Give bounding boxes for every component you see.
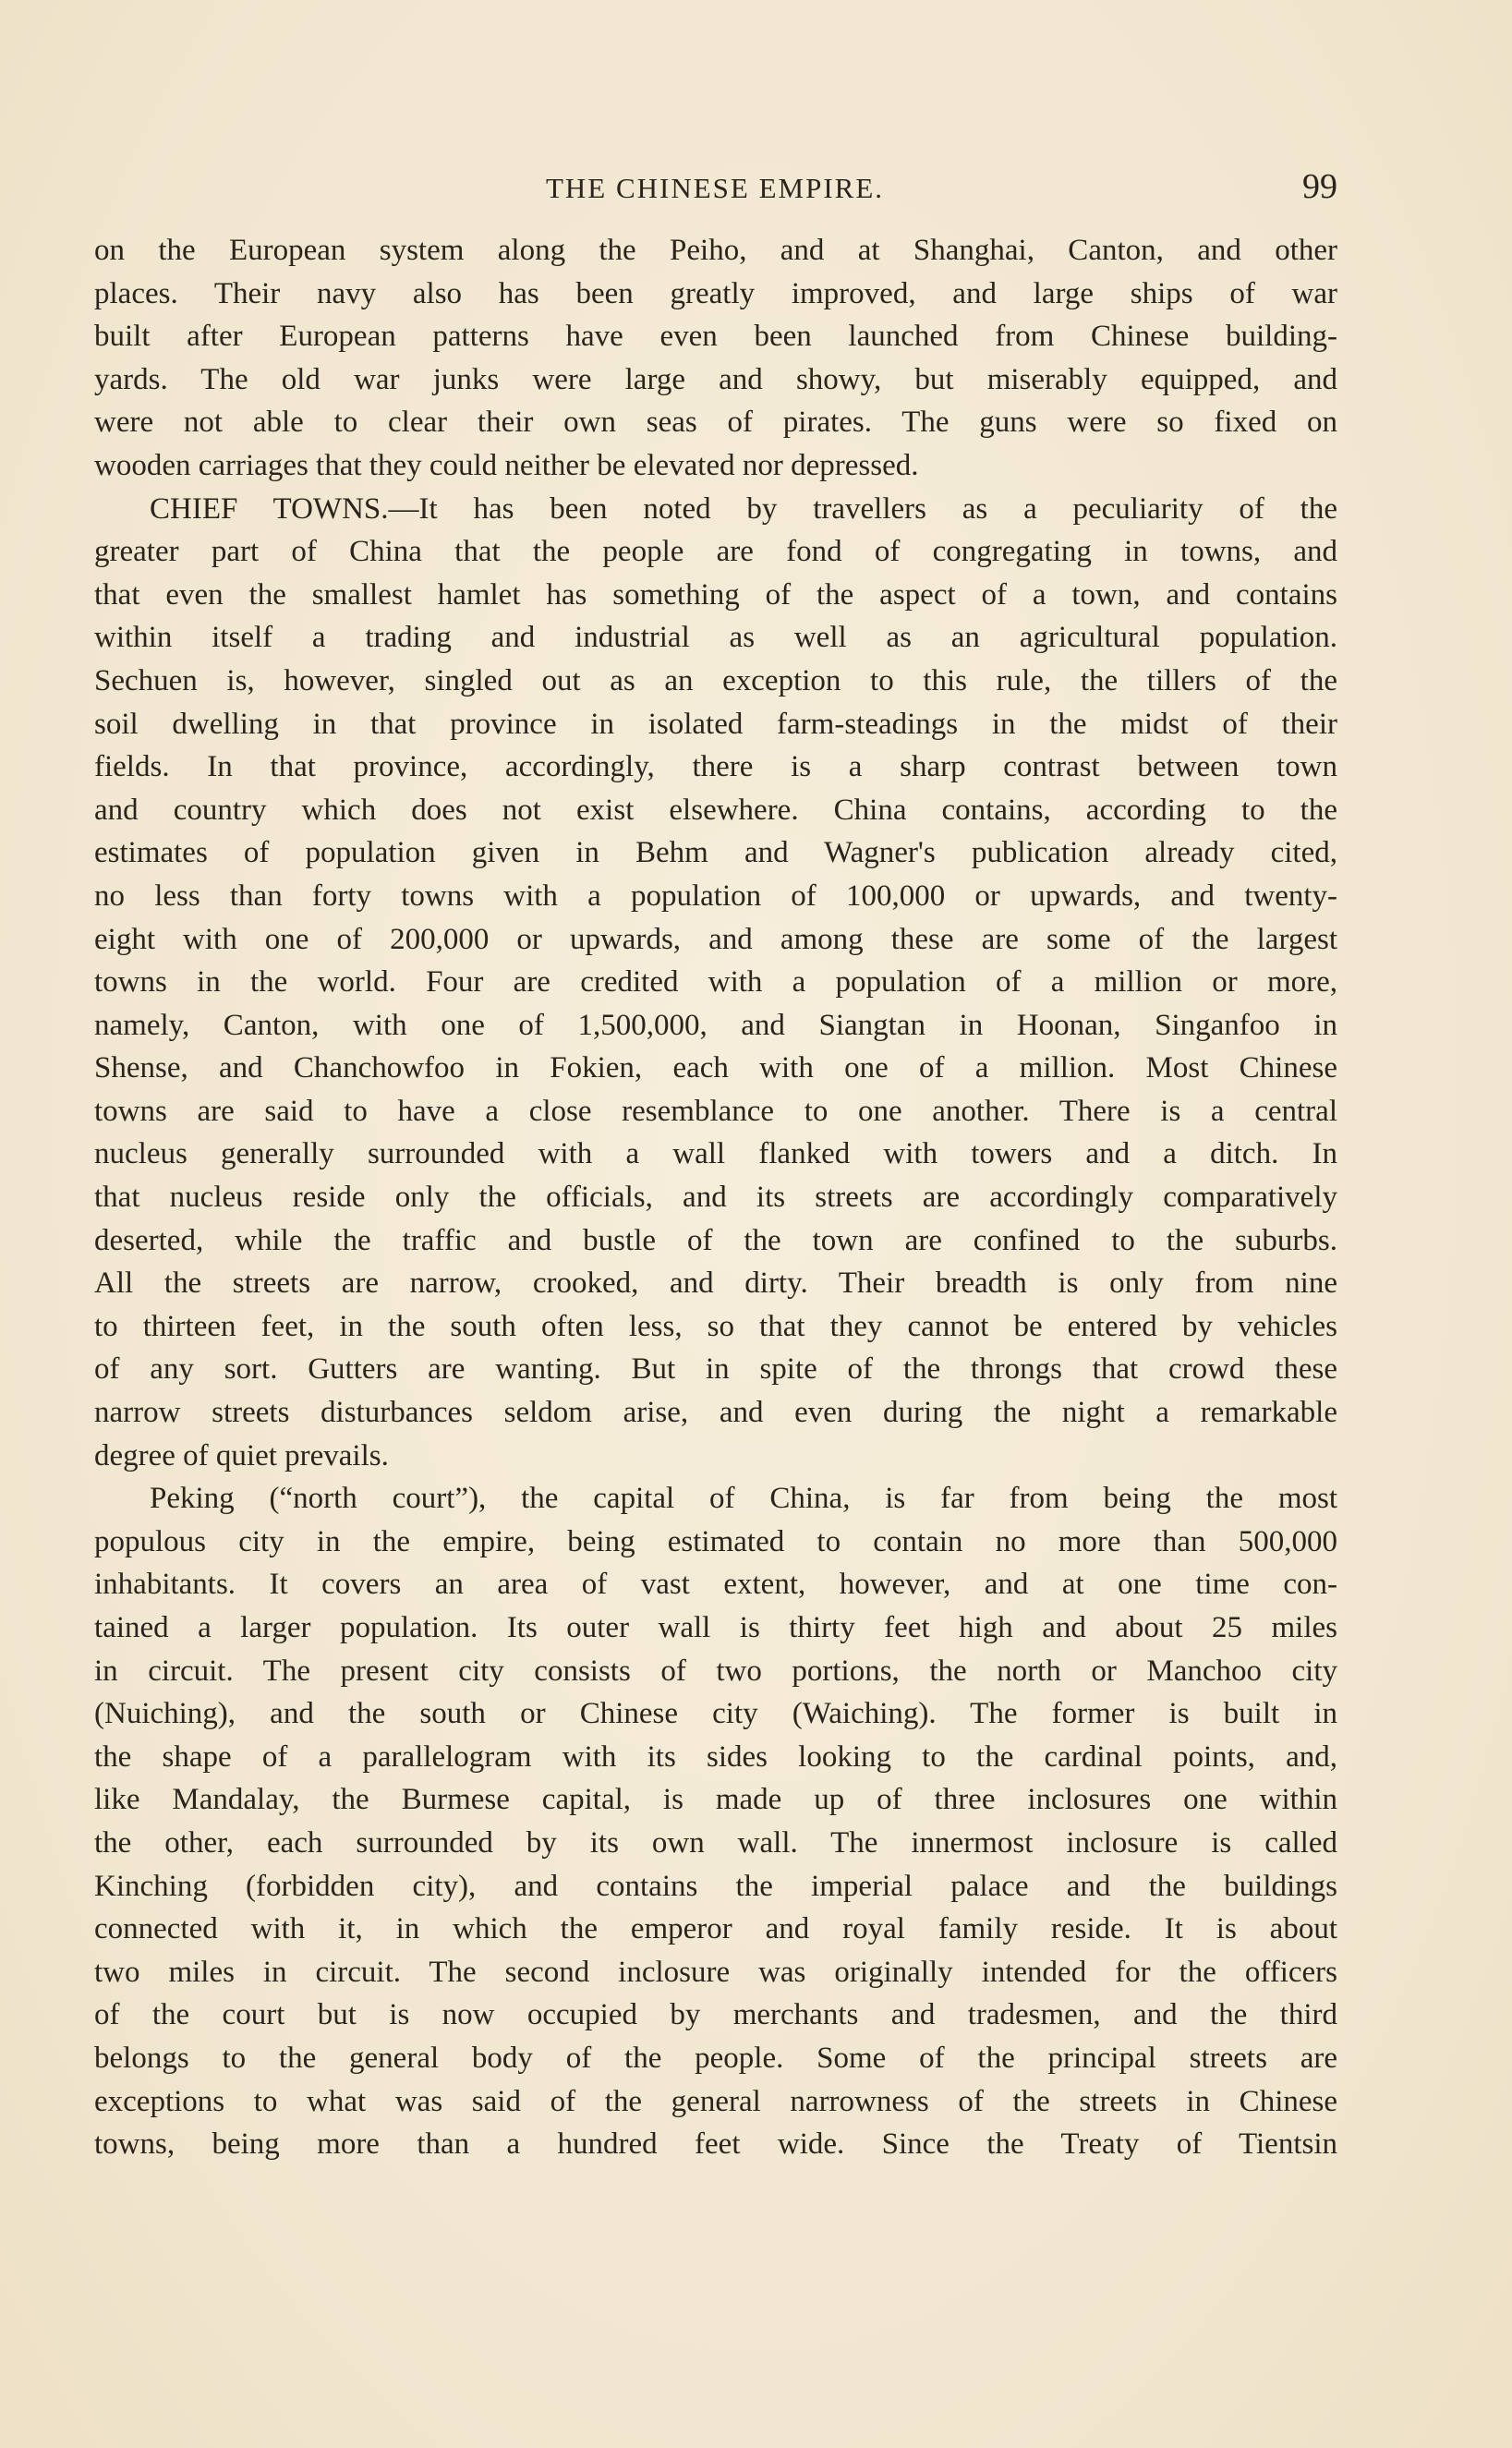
text-line: Peking (“north court”), the capital of China, is far from being the most xyxy=(150,1482,1337,1516)
text-line: tained a larger population. Its outer wall is thirty feet high and about 25 miles xyxy=(94,1611,1337,1644)
text-line: connected with it, in which the emperor and royal family reside. It is about xyxy=(94,1912,1337,1946)
text-line: soil dwelling in that province in isolated farm-steadings in the midst of their xyxy=(94,707,1337,741)
running-head xyxy=(92,166,1337,212)
text-line: yards. The old war junks were large and showy, but miserably equipped, and xyxy=(94,362,1337,396)
text-line: wooden carriages that they could neither be elevated nor depressed. xyxy=(94,448,919,482)
text-line: no less than forty towns with a population of 100,000 or upwards, and twenty- xyxy=(94,879,1337,913)
text-line: built after European patterns have even been launched from Chinese building- xyxy=(94,320,1337,354)
text-line: inhabitants. It covers an area of vast extent, however, and at one time con- xyxy=(94,1568,1337,1602)
text-line: of the court but is now occupied by merchants and tradesmen, and the third xyxy=(94,1998,1337,2032)
text-line: CHIEF TOWNS.—It has been noted by travellers as a peculiarity of the xyxy=(150,491,1337,526)
text-line: exceptions to what was said of the general narrowness of the streets in Chinese xyxy=(94,2084,1337,2118)
text-line: to thirteen feet, in the south often less, so that they cannot be entered by vehicles xyxy=(94,1309,1337,1343)
text-line: towns, being more than a hundred feet wide. Since the Treaty of Tientsin xyxy=(94,2127,1337,2162)
text-line: two miles in circuit. The second inclosure was originally intended for the officers xyxy=(94,1955,1337,1989)
text-line: like Mandalay, the Burmese capital, is made up of three inclosures one within xyxy=(94,1783,1337,1817)
text-line: that even the smallest hamlet has something of the aspect of a town, and contains xyxy=(94,577,1337,612)
text-line: belongs to the general body of the people. Some of the principal streets are xyxy=(94,2041,1337,2075)
text-line: in circuit. The present city consists of two portions, the north or Manchoo city xyxy=(94,1654,1337,1688)
text-line: All the streets are narrow, crooked, and dirty. Their breadth is only from nine xyxy=(94,1266,1337,1301)
text-line: Sechuen is, however, singled out as an exception to this rule, the tillers of the xyxy=(94,663,1337,697)
text-line: estimates of population given in Behm and Wagner's publication already cited, xyxy=(94,836,1337,870)
text-line: degree of quiet prevails. xyxy=(94,1438,389,1472)
text-line: populous city in the empire, being estimated to contain no more than 500,000 xyxy=(94,1524,1337,1558)
text-line: places. Their navy also has been greatly improved, and large ships of war xyxy=(94,276,1337,310)
text-line: were not able to clear their own seas of pirates. The guns were so fixed on xyxy=(94,406,1337,440)
body-text xyxy=(94,229,1337,2166)
text-line: namely, Canton, with one of 1,500,000, and Siangtan in Hoonan, Singanfoo in xyxy=(94,1008,1337,1042)
running-title: THE CHINESE EMPIRE. xyxy=(545,172,885,204)
text-line: eight with one of 200,000 or upwards, and among these are some of the largest xyxy=(94,922,1337,956)
text-line: of any sort. Gutters are wanting. But in spite of the throngs that crowd these xyxy=(94,1352,1337,1387)
text-line: (Nuiching), and the south or Chinese city (Waiching). The former is built in xyxy=(94,1697,1337,1731)
text-line: on the European system along the Peiho, and at Shanghai, Canton, and other xyxy=(94,234,1337,267)
text-line: fields. In that province, accordingly, there is a sharp contrast between town xyxy=(94,750,1337,784)
text-line: narrow streets disturbances seldom arise, and even during the night a remarkable xyxy=(94,1396,1337,1430)
text-line: within itself a trading and industrial as well as an agricultural population. xyxy=(94,621,1337,655)
text-line: nucleus generally surrounded with a wall flanked with towers and a ditch. In xyxy=(94,1137,1337,1171)
text-line: Shense, and Chanchowfoo in Fokien, each with one of a million. Most Chinese xyxy=(94,1051,1337,1085)
text-line: and country which does not exist elsewhere. China contains, according to the xyxy=(94,793,1337,827)
text-line: Kinching (forbidden city), and contains the imperial palace and the buildings xyxy=(94,1869,1337,1903)
text-line: deserted, while the traffic and bustle of the town are confined to the suburbs. xyxy=(94,1223,1337,1257)
text-line: the shape of a parallelogram with its sides looking to the cardinal points, and, xyxy=(94,1739,1337,1774)
text-line: towns in the world. Four are credited with a population of a million or more, xyxy=(94,965,1337,1000)
page-number: 99 xyxy=(1302,167,1337,206)
text-line: towns are said to have a close resemblance to one another. There is a central xyxy=(94,1094,1337,1128)
text-line: that nucleus reside only the officials, and its streets are accordingly comparatively xyxy=(94,1181,1337,1215)
text-line: the other, each surrounded by its own wall. The innermost inclosure is called xyxy=(94,1825,1337,1860)
text-line: greater part of China that the people are fond of congregating in towns, and xyxy=(94,535,1337,569)
